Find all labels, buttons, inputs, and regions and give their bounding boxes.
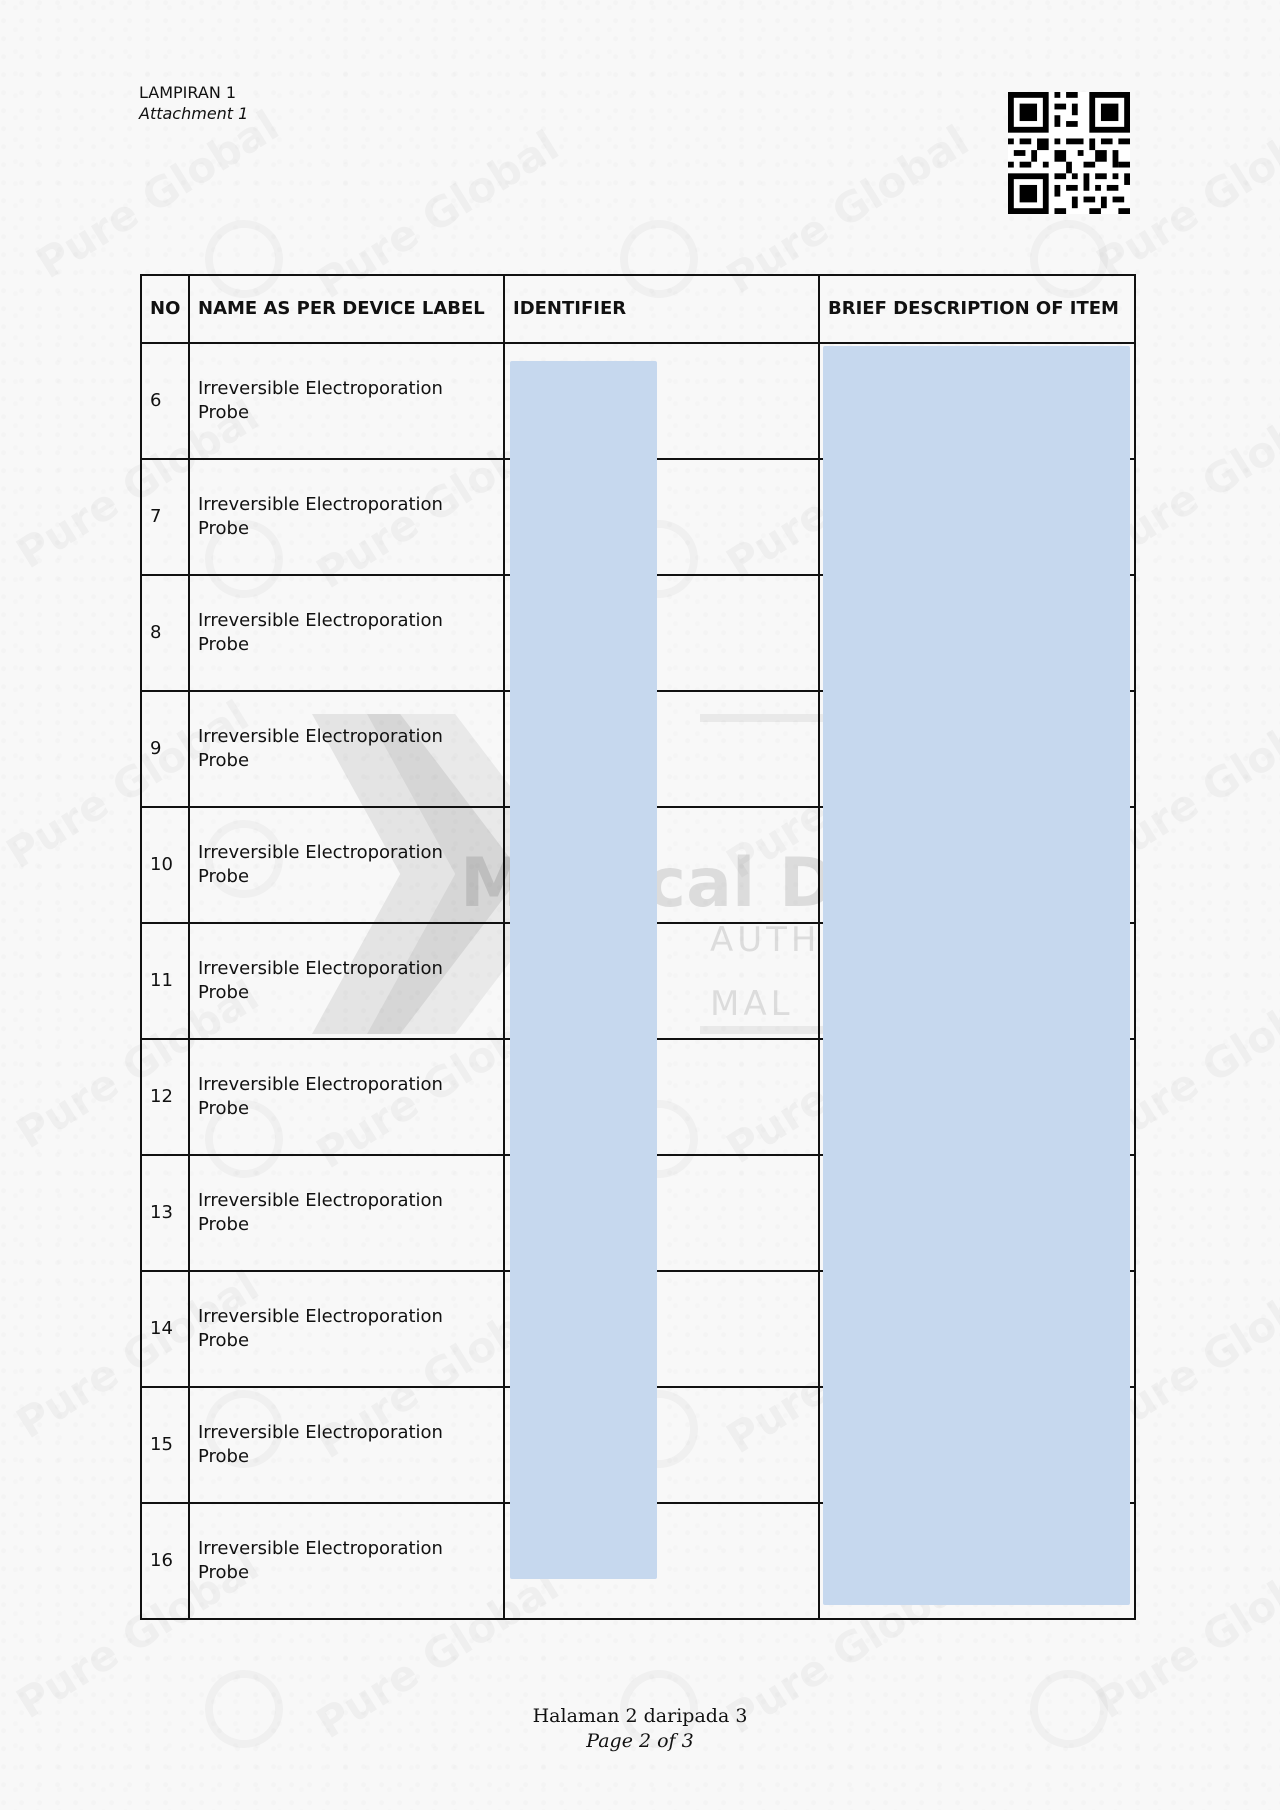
device-name: Irreversible Electroporation Probe [189,1155,504,1271]
row-number: 8 [141,575,189,691]
row-number: 12 [141,1039,189,1155]
attachment-label-malay: LAMPIRAN 1 [139,83,237,102]
description-redaction-block [823,346,1130,1605]
page-number-malay: Halaman 2 daripada 3 [532,1705,748,1727]
row-number: 13 [141,1155,189,1271]
column-header-no: NO [141,275,189,343]
document-header [139,82,248,124]
column-header-identifier: IDENTIFIER [504,275,819,343]
device-name: Irreversible Electroporation Probe [189,1387,504,1503]
row-number: 14 [141,1271,189,1387]
page-footer [0,1704,1280,1754]
column-header-name: NAME AS PER DEVICE LABEL [189,275,504,343]
row-number: 15 [141,1387,189,1503]
page-number-english: Page 2 of 3 [586,1730,694,1752]
device-name: Irreversible Electroporation Probe [189,459,504,575]
device-name: Irreversible Electroporation Probe [189,1271,504,1387]
identifier-redaction-block [510,361,657,1579]
device-name: Irreversible Electroporation Probe [189,575,504,691]
device-name: Irreversible Electroporation Probe [189,1039,504,1155]
table-header-row [141,275,1135,343]
device-name: Irreversible Electroporation Probe [189,923,504,1039]
qr-code-icon [1008,92,1130,214]
row-number: 7 [141,459,189,575]
attachment-label-english: Attachment 1 [139,104,249,123]
row-number: 6 [141,343,189,459]
device-name: Irreversible Electroporation Probe [189,807,504,923]
row-number: 16 [141,1503,189,1619]
device-name: Irreversible Electroporation Probe [189,691,504,807]
device-name: Irreversible Electroporation Probe [189,1503,504,1619]
column-header-description: BRIEF DESCRIPTION OF ITEM [819,275,1135,343]
row-number: 11 [141,923,189,1039]
row-number: 9 [141,691,189,807]
device-name: Irreversible Electroporation Probe [189,343,504,459]
table-header [141,275,1135,343]
row-number: 10 [141,807,189,923]
